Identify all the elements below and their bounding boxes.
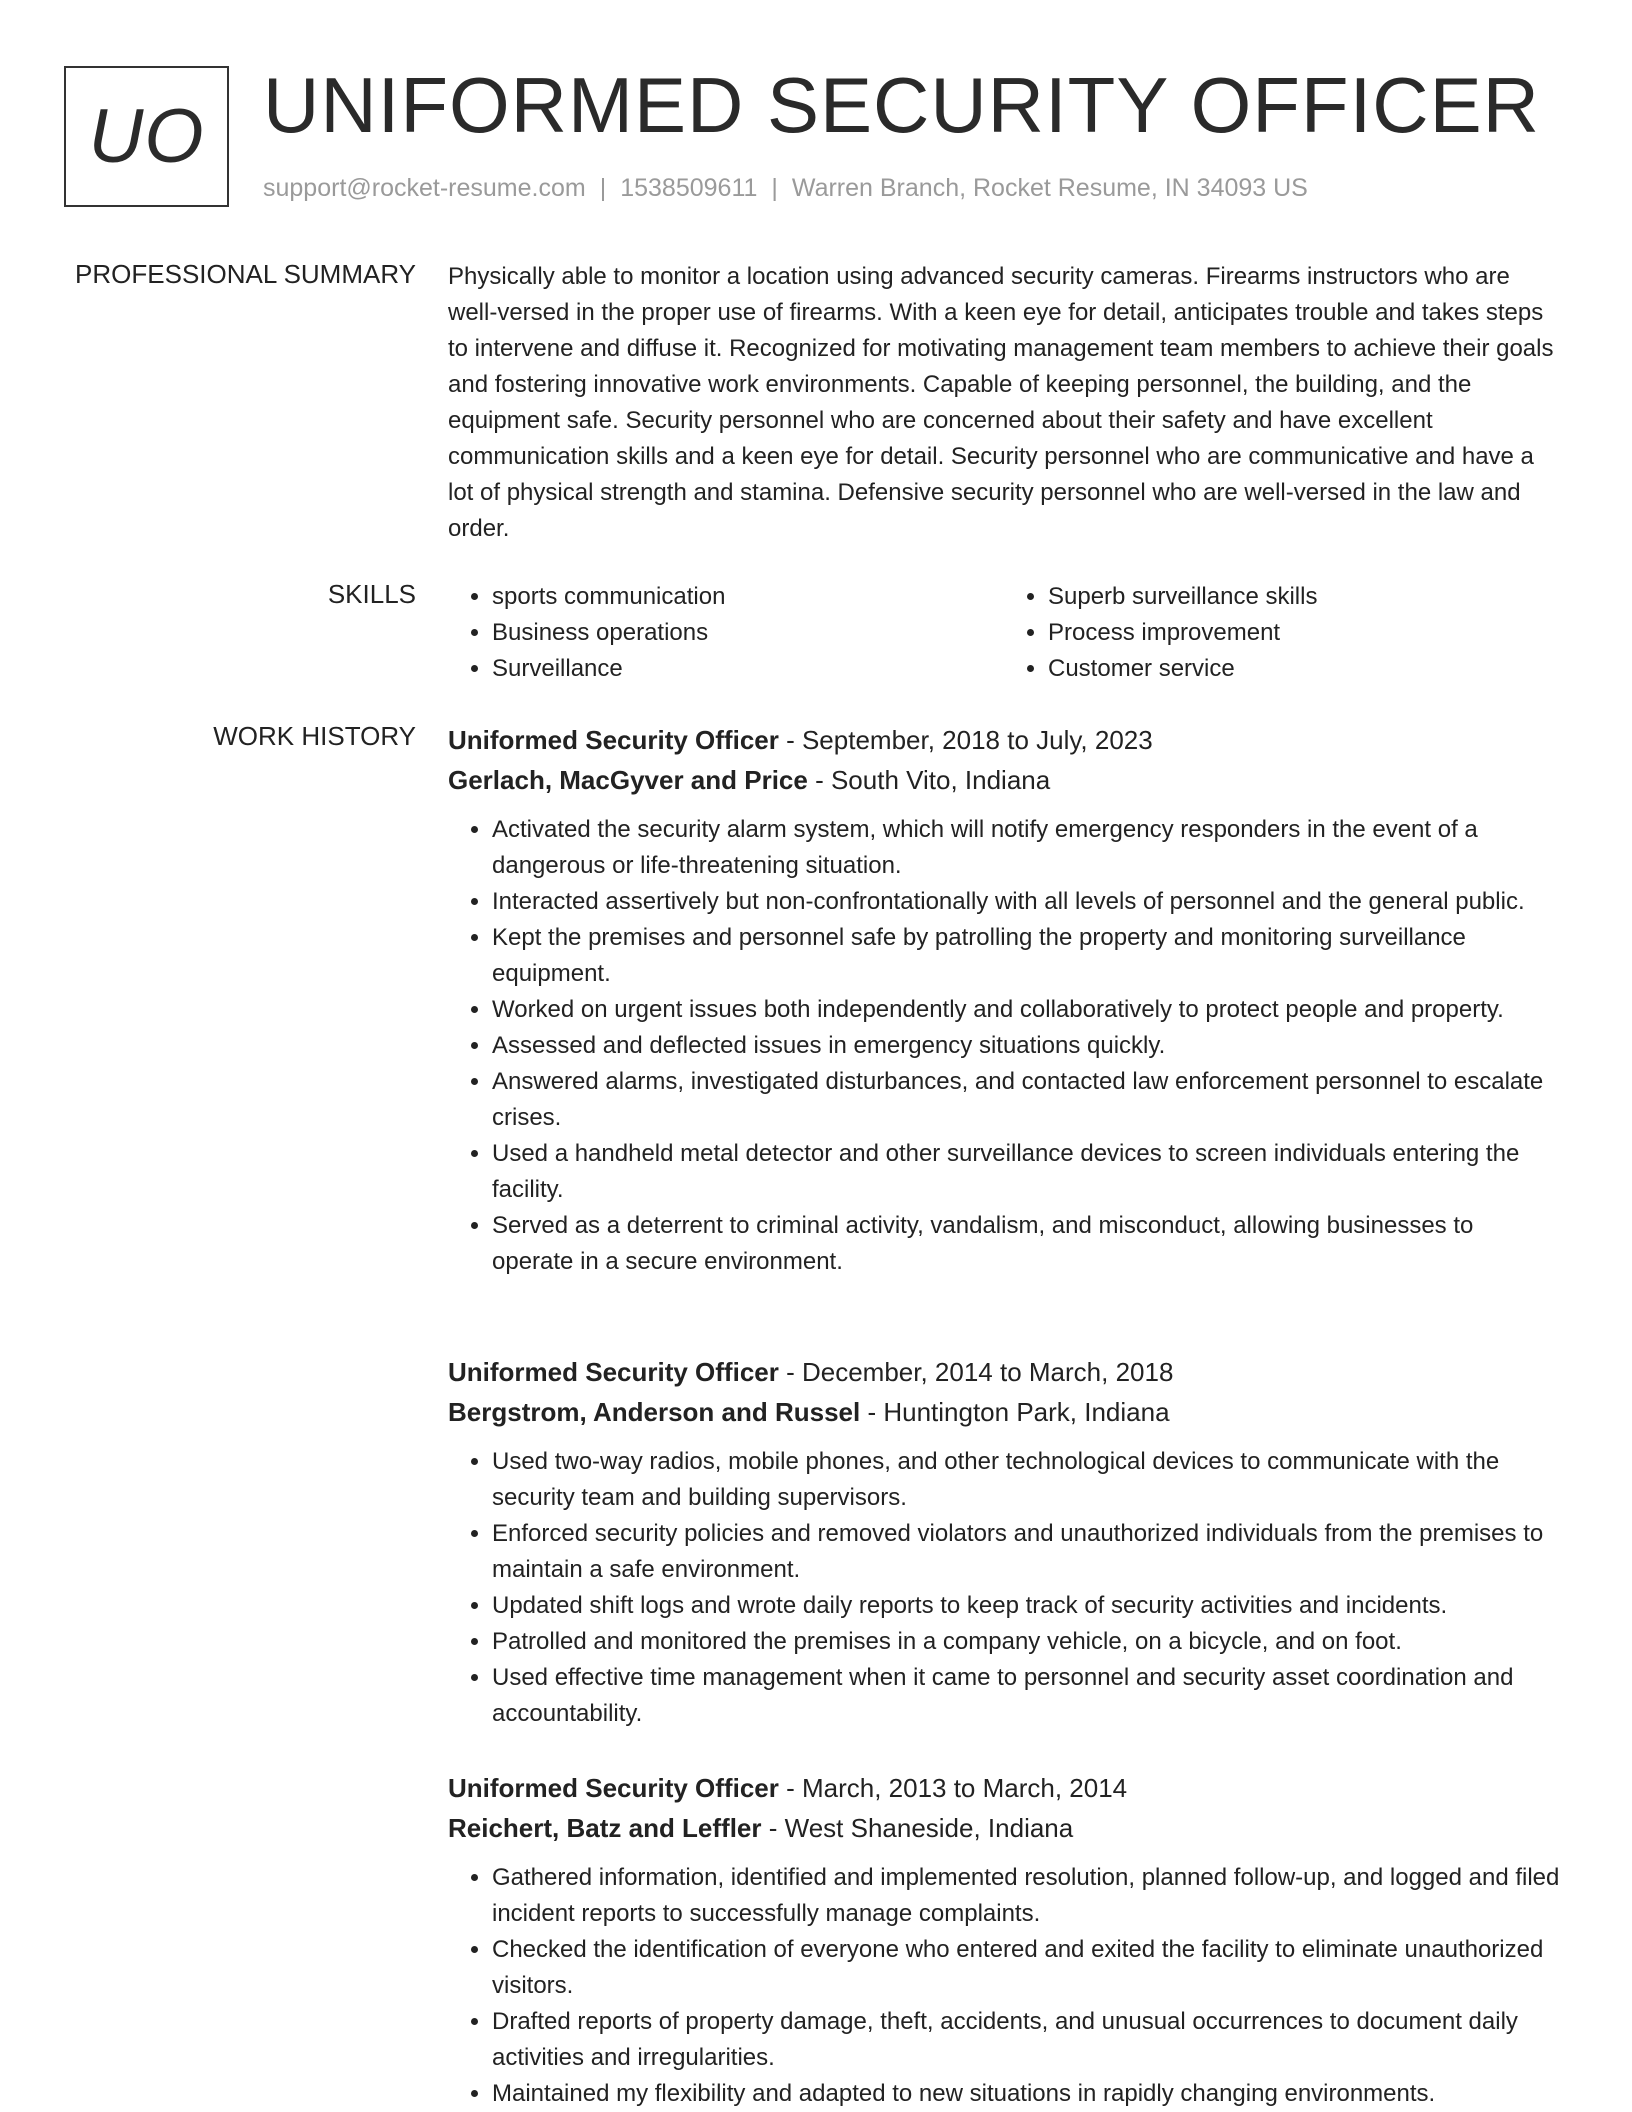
section-label-summary: PROFESSIONAL SUMMARY bbox=[75, 259, 416, 289]
job-bullet: • Activated the security alarm system, which will notify emergency responders in the event of a dangerous or life-threatening situation. bbox=[492, 812, 1560, 884]
job-bullet: • Kept the premises and personnel safe by patrolling the property and monitoring surveillance equipment. bbox=[492, 920, 1560, 992]
contact-line bbox=[263, 174, 1308, 203]
candidate-title: UNIFORMED SECURITY OFFICER bbox=[263, 61, 1540, 149]
job-company-line bbox=[448, 1808, 1560, 1848]
job-bullet: • Used a handheld metal detector and other surveillance devices to screen individuals entering the facility. bbox=[492, 1136, 1560, 1208]
monogram-box bbox=[64, 66, 229, 207]
job-bullet: • Drafted reports of property damage, theft, accidents, and unusual occurrences to document daily activities and irregularities. bbox=[492, 2004, 1560, 2076]
job-bullet: • Maintained my flexibility and adapted to new situations in rapidly changing environments. bbox=[492, 2076, 1560, 2112]
contact-email: support@rocket-resume.com bbox=[263, 174, 586, 202]
job-bullets bbox=[448, 812, 1560, 1280]
contact-address: Warren Branch, Rocket Resume, IN 34093 US bbox=[791, 174, 1308, 202]
section-label-skills: SKILLS bbox=[327, 579, 416, 609]
job-entry bbox=[448, 1768, 1560, 2112]
job-bullets bbox=[448, 1860, 1560, 2112]
job-bullet: • Updated shift logs and wrote daily reports to keep track of security activities and incidents. bbox=[492, 1588, 1560, 1624]
job-company: Gerlach, MacGyver and Price bbox=[448, 765, 808, 795]
job-bullet: • Worked on urgent issues both independently and collaboratively to protect people and property. bbox=[492, 992, 1560, 1028]
job-bullet: • Enforced security policies and removed violators and unauthorized individuals from the premises to maintain a safe environment. bbox=[492, 1516, 1560, 1588]
skill-item: • Business operations bbox=[492, 615, 1004, 651]
job-bullet: • Answered alarms, investigated disturbances, and contacted law enforcement personnel to escalate crises. bbox=[492, 1064, 1560, 1136]
job-title-line bbox=[448, 1352, 1560, 1392]
job-bullet: • Used effective time management when it came to personnel and security asset coordination and accountability. bbox=[492, 1660, 1560, 1732]
monogram-initials: UO bbox=[88, 94, 205, 179]
job-title-line bbox=[448, 720, 1560, 760]
skills-column-right bbox=[1004, 579, 1560, 687]
job-title-line bbox=[448, 1768, 1560, 1808]
job-title: Uniformed Security Officer bbox=[448, 1773, 779, 1803]
job-bullet: • Patrolled and monitored the premises in a company vehicle, on a bicycle, and on foot. bbox=[492, 1624, 1560, 1660]
job-title: Uniformed Security Officer bbox=[448, 725, 779, 755]
contact-phone: 1538509611 bbox=[620, 174, 758, 202]
job-location: - South Vito, Indiana bbox=[807, 765, 1051, 795]
job-bullets bbox=[448, 1444, 1560, 1732]
skill-item: • Process improvement bbox=[1048, 615, 1560, 651]
job-bullet: • Used two-way radios, mobile phones, and other technological devices to communicate with the security team and building supervisors. bbox=[492, 1444, 1560, 1516]
skill-item: • Surveillance bbox=[492, 651, 1004, 687]
skill-item: • Superb surveillance skills bbox=[1048, 579, 1560, 615]
job-company-line bbox=[448, 1392, 1560, 1432]
job-dates: - March, 2013 to March, 2014 bbox=[778, 1773, 1128, 1803]
job-dates: - December, 2014 to March, 2018 bbox=[778, 1357, 1174, 1387]
job-entry bbox=[448, 720, 1560, 1280]
job-bullet: • Interacted assertively but non-confrontationally with all levels of personnel and the general public. bbox=[492, 884, 1560, 920]
job-location: - West Shaneside, Indiana bbox=[761, 1813, 1074, 1843]
job-company-line bbox=[448, 760, 1560, 800]
job-bullet: • Assessed and deflected issues in emergency situations quickly. bbox=[492, 1028, 1560, 1064]
contact-separator: | bbox=[771, 174, 778, 202]
job-company: Bergstrom, Anderson and Russel bbox=[448, 1397, 861, 1427]
job-company: Reichert, Batz and Leffler bbox=[448, 1813, 762, 1843]
job-location: - Huntington Park, Indiana bbox=[860, 1397, 1170, 1427]
job-bullet: • Checked the identification of everyone who entered and exited the facility to eliminate unauthorized visitors. bbox=[492, 1932, 1560, 2004]
job-title: Uniformed Security Officer bbox=[448, 1357, 779, 1387]
skill-item: • sports communication bbox=[492, 579, 1004, 615]
resume-header bbox=[64, 61, 1564, 211]
job-entry bbox=[448, 1352, 1560, 1732]
skills-column-left bbox=[448, 579, 1004, 687]
skill-item: • Customer service bbox=[1048, 651, 1560, 687]
job-bullet: • Gathered information, identified and implemented resolution, planned follow-up, and logged and filed incident reports to successfully manage complaints. bbox=[492, 1860, 1560, 1932]
contact-separator: | bbox=[599, 174, 607, 202]
job-bullet: • Served as a deterrent to criminal activity, vandalism, and misconduct, allowing businesses to operate in a secure environment. bbox=[492, 1208, 1560, 1280]
job-dates: - September, 2018 to July, 2023 bbox=[778, 725, 1153, 755]
section-label-work-history: WORK HISTORY bbox=[213, 721, 416, 751]
skills-list bbox=[448, 579, 1560, 687]
summary-text: Physically able to monitor a location using advanced security cameras. Firearms instructors who are well-versed in the proper use of firearms. With a keen eye for detail, anticipates trouble and takes steps to intervene and diffuse it. Recognized for motivating management team members to achieve their goals and fostering innovative work environments. Capable of keeping personnel, the building, and the equipment safe. Security personnel who are concerned about their safety and have excellent communication skills and a keen eye for detail. Security personnel who are communicative and have a lot of physical strength and stamina. Defensive security personnel who are well-versed in the law and order. bbox=[448, 263, 1554, 542]
